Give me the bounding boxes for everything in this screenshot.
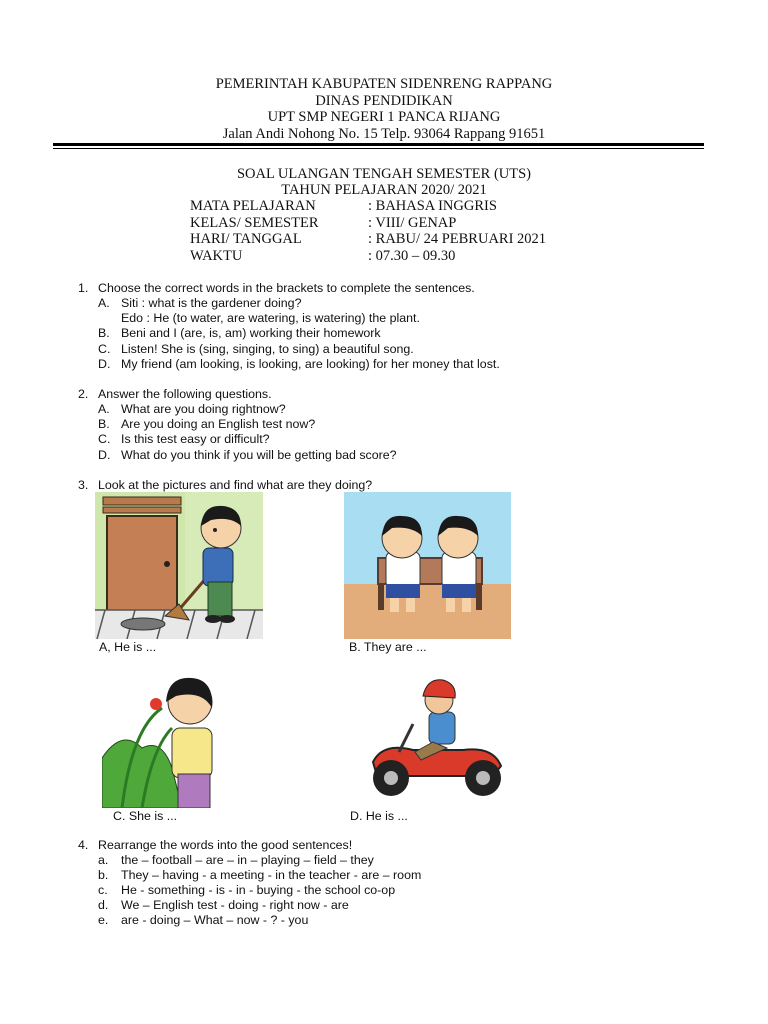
letterhead-line-3: UPT SMP NEGERI 1 PANCA RIJANG [267,109,501,125]
item-text: Are you doing an English test now? [121,417,316,431]
info-label: WAKTU [190,247,243,264]
info-label: KELAS/ SEMESTER [190,214,319,231]
item-letter: D. [98,448,111,462]
item-letter: c. [98,883,108,897]
item-text: the – football – are – in – playing – field – they [121,853,374,867]
question-prompt: Answer the following questions. [98,387,272,401]
info-value: : RABU/ 24 PEBRUARI 2021 [368,231,547,247]
question-number: 2. [78,387,89,401]
item-text: Siti : what is the gardener doing? [121,296,302,310]
item-letter: b. [98,868,109,882]
student-left [382,516,422,612]
item-text: Edo : He (to water, are watering, is watering) the plant. [121,311,420,325]
info-value: : VIII/ GENAP [368,214,457,231]
exam-info-row [190,231,546,248]
item-text: are - doing – What – now - ? - you [121,913,309,927]
exam-info-row [190,215,546,232]
caption-c: C. She is ... [113,809,178,823]
question-number: 3. [78,478,89,492]
picture-boy-sweeping [95,492,263,639]
question-prompt: Choose the correct words in the brackets to complete the sentences. [98,281,475,295]
info-value: : BAHASA INGGRIS [368,198,497,214]
item-text: What are you doing rightnow? [121,402,286,416]
info-value: : 07.30 – 09.30 [368,247,456,264]
item-text: He - something - is - in - buying - the school co-op [121,883,396,897]
item-letter: B. [98,417,110,431]
caption-a: A, He is ... [99,640,157,654]
item-letter: A. [98,296,110,310]
item-text: Beni and I (are, is, am) working their homework [121,326,381,340]
item-letter: C. [98,432,111,446]
student-right [438,516,478,612]
item-letter: A. [98,402,110,416]
letterhead-line-1: PEMERINTAH KABUPATEN SIDENRENG RAPPANG [215,76,553,92]
item-letter: d. [98,898,109,912]
picture-girl-with-flower [102,668,260,808]
letterhead-line-2: DINAS PENDIDIKAN [315,93,453,109]
question-prompt: Rearrange the words into the good sentences! [98,838,353,852]
letterhead-address: Jalan Andi Nohong No. 15 Telp. 93064 Rappang 91651 [222,126,546,142]
picture-man-riding-scooter [343,670,523,808]
letterhead-rule-thick [53,143,704,146]
caption-d: D. He is ... [350,809,408,823]
question-prompt: Look at the pictures and find what are they doing? [98,478,373,492]
item-text: What do you think if you will be getting bad score? [121,448,397,462]
question-number: 1. [78,281,89,295]
exam-info-row [190,198,546,215]
item-text: We – English test - doing - right now - are [121,898,349,912]
letterhead-rule-thin [53,148,704,149]
item-letter: e. [98,913,109,927]
item-text: Is this test easy or difficult? [121,432,270,446]
exam-info [190,198,546,264]
exam-title: SOAL ULANGAN TENGAH SEMESTER (UTS) [236,166,532,182]
item-text: Listen! She is (sing, singing, to sing) a beautiful song. [121,342,414,356]
exam-info-row [190,248,546,265]
item-letter: D. [98,357,111,371]
item-letter: a. [98,853,109,867]
question-number: 4. [78,838,89,852]
item-text: My friend (am looking, is looking, are looking) for her money that lost. [121,357,500,371]
item-letter: B. [98,326,110,340]
info-label: HARI/ TANGGAL [190,231,302,247]
item-letter: C. [98,342,111,356]
item-text: They – having - a meeting - in the teacher - are – room [121,868,422,882]
caption-b: B. They are ... [349,640,427,654]
picture-students-on-bench [344,492,511,639]
info-label: MATA PELAJARAN [190,198,316,214]
exam-year: TAHUN PELAJARAN 2020/ 2021 [281,182,487,198]
